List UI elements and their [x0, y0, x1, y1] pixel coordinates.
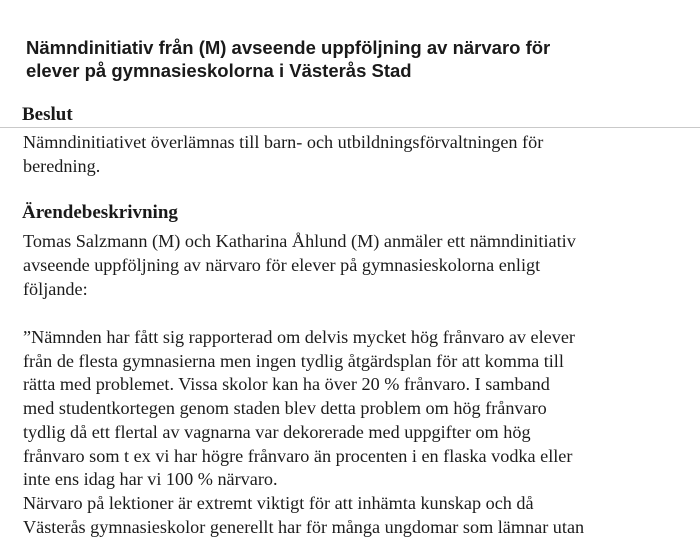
- text-line: beredning.: [23, 155, 101, 176]
- text-line: Tomas Salzmann (M) och Katharina Åhlund (M) anmäler ett nämndinitiativ: [23, 231, 576, 251]
- section-heading-beslut: Beslut: [22, 104, 73, 125]
- text-line: med studentkortegen genom staden blev detta problem om hög frånvaro: [23, 398, 547, 419]
- text-line: från de flesta gymnasierna men ingen tydlig åtgärdsplan för att komma till: [23, 350, 564, 371]
- text-line: Närvaro på lektioner är extremt viktigt för att inhämta kunskap och då: [23, 492, 534, 513]
- text-line: ”Nämnden har fått sig rapporterad om delvis mycket hög frånvaro av elever: [23, 327, 575, 347]
- document-title-line: Nämndinitiativ från (M) avseende uppföljning av närvaro för: [26, 37, 551, 58]
- text-line: tydlig då ett flertal av vagnarna var dekorerade med uppgifter om hög: [23, 421, 531, 442]
- section-heading-arendebeskrivning: Ärendebeskrivning: [22, 202, 178, 223]
- intro-paragraph: [23, 230, 695, 301]
- text-line: rätta med problemet. Vissa skolor kan ha över 20 % frånvaro. I samband: [23, 374, 550, 395]
- document-title: [26, 36, 686, 82]
- beslut-paragraph: [23, 131, 695, 179]
- text-line: inte ens idag har vi 100 % närvaro.: [23, 469, 278, 490]
- text-line: Nämndinitiativet överlämnas till barn- och utbildningsförvaltningen för: [23, 132, 544, 152]
- quote-paragraph: [23, 326, 695, 539]
- text-line: frånvaro som t ex vi har högre frånvaro än procenten i en flaska vodka eller: [23, 445, 573, 466]
- document-title-line: elever på gymnasieskolorna i Västerås Stad: [26, 60, 412, 81]
- divider: [0, 127, 700, 128]
- text-line: följande:: [23, 278, 88, 299]
- text-line: avseende uppföljning av närvaro för elever på gymnasieskolorna enligt: [23, 254, 541, 275]
- text-line: Västerås gymnasieskolor generellt har för många ungdomar som lämnar utan: [23, 516, 585, 537]
